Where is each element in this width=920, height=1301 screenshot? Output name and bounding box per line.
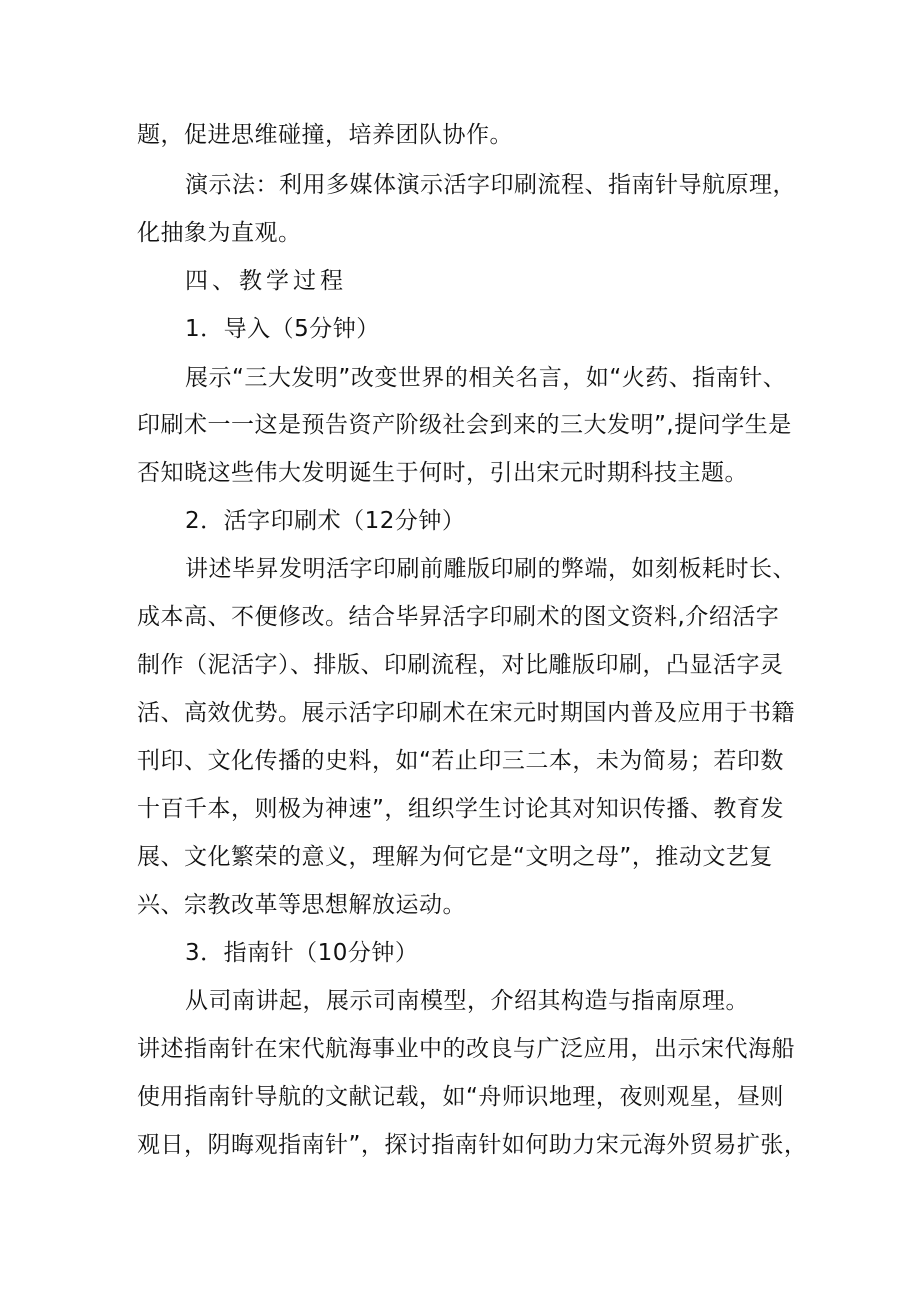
paragraph-line: 观日，阴晦观指南针”，探讨指南针如何助力宋元海外贸易扩张，: [137, 1132, 808, 1158]
paragraph-line: 十百千本，则极为神速”，组织学生讨论其对知识传播、教育发: [137, 796, 784, 822]
subsection-heading: 1．导入（5分钟）: [185, 316, 380, 342]
paragraph-line: 从司南讲起，展示司南模型，介绍其构造与指南原理。: [185, 988, 749, 1014]
paragraph-line: 否知晓这些伟大发明诞生于何时，引出宋元时期科技主题。: [137, 460, 748, 486]
paragraph-line: 展示“三大发明”改变世界的相关名言，如“火药、指南针、: [185, 365, 787, 391]
paragraph-line: 活、高效优势。展示活字印刷术在宋元时期国内普及应用于书籍: [137, 700, 795, 726]
paragraph-line: 化抽象为直观。: [137, 220, 302, 246]
paragraph-line: 印刷术一一这是预告资产阶级社会到来的三大发明”,提问学生是: [137, 412, 792, 438]
paragraph-line: 演示法：利用多媒体演示活字印刷流程、指南针导航原理，: [185, 172, 796, 198]
paragraph-line: 讲述指南针在宋代航海事业中的改良与广泛应用，出示宋代海船: [137, 1036, 795, 1062]
paragraph-line: 讲述毕昇发明活字印刷前雕版印刷的弊端，如刻板耗时长、: [185, 556, 796, 582]
paragraph-line: 展、文化繁荣的意义，理解为何它是“文明之母”，推动文艺复: [137, 844, 773, 870]
paragraph-line: 刊印、文化传播的史料，如“若止印三二本，未为简易；若印数: [137, 748, 784, 774]
section-heading: 四、教学过程: [185, 268, 347, 294]
paragraph-line: 成本高、不便修改。结合毕昇活字印刷术的图文资料,介绍活字: [137, 604, 780, 630]
paragraph-line: 制作（泥活字）、排版、印刷流程，对比雕版印刷，凸显活字灵: [137, 652, 784, 678]
subsection-heading: 3．指南针（10分钟）: [185, 940, 419, 966]
paragraph-line: 题，促进思维碰撞，培养团队协作。: [137, 122, 513, 148]
paragraph-line: 使用指南针导航的文献记载，如“舟师识地理，夜则观星，昼则: [137, 1084, 784, 1110]
paragraph-line: 兴、宗教改革等思想解放运动。: [137, 892, 466, 918]
subsection-heading: 2．活字印刷术（12分钟）: [185, 508, 466, 534]
